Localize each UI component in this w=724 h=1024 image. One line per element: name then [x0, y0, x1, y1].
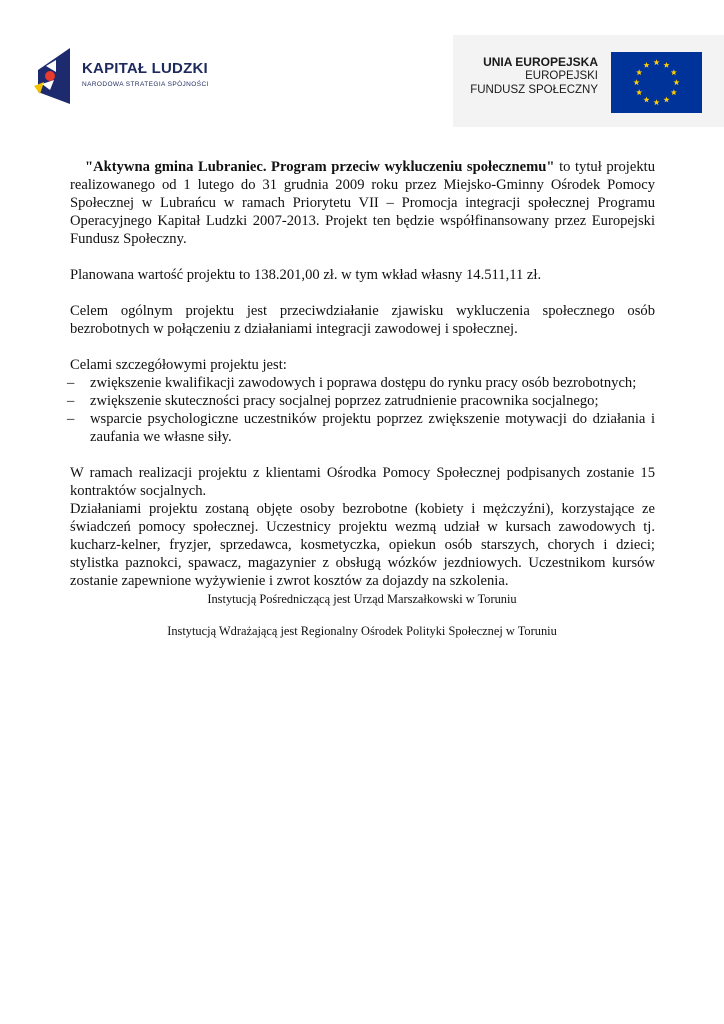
- dash-bullet: –: [67, 375, 75, 391]
- eu-flag-icon: [611, 52, 702, 113]
- eu-logo-line3: FUNDUSZ SPOŁECZNY: [470, 84, 598, 96]
- list-item-text: zwiększenie kwalifikacji zawodowych i poprawa dostępu do rynku pracy osób bezrobotnych;: [90, 375, 637, 391]
- dash-bullet: –: [67, 393, 75, 409]
- intro-text: to tytuł projektu realizowanego od 1 lutego do 31 grudnia 2009 roku przez Miejsko-Gminny Ośrodek Pomocy Społecznej w Lubrańcu w ramach Priorytetu VII – Promocja integracji społecznej Programu Operacyjnego Kapitał Ludzki 2007-2013. Projekt ten będzie współfinansowany przez Europejski Fundusz Społeczny.: [70, 159, 655, 247]
- list-item: [67, 374, 655, 392]
- list-item-text: wsparcie psychologiczne uczestników projektu poprzez zwiększenie motywacji do działania i zaufania we własne siły.: [90, 411, 655, 445]
- contracts-paragraph: W ramach realizacji projektu z klientami Ośrodka Pomocy Społecznej podpisanych zostanie 15 kontraktów socjalnych.: [70, 465, 655, 499]
- intermediate-institution-note: Instytucją Pośredniczącą jest Urząd Marszałkowski w Toruniu: [207, 592, 517, 606]
- implementing-institution-note: Instytucją Wdrażającą jest Regionalny Ośrodek Polityki Społecznej w Toruniu: [167, 624, 557, 638]
- document-body: [67, 158, 655, 590]
- eu-logo-line2: EUROPEJSKI: [525, 70, 598, 82]
- general-goal-paragraph: Celem ogólnym projektu jest przeciwdziałanie zjawisku wykluczenia społecznego osób bezrobotnych w połączeniu z działaniami integracji zawodowej i społecznej.: [70, 303, 655, 337]
- list-item: [67, 410, 655, 446]
- dash-bullet: –: [67, 411, 75, 427]
- kapital-ludzki-subtitle: NARODOWA STRATEGIA SPÓJNOŚCI: [82, 81, 209, 88]
- project-title: "Aktywna gmina Lubraniec. Program przeciw wykluczeniu społecznemu": [85, 159, 555, 175]
- specific-goals-list: [67, 374, 655, 446]
- eu-logo-line1: UNIA EUROPEJSKA: [483, 55, 598, 69]
- kapital-ludzki-emblem-icon: [32, 46, 80, 108]
- specific-goals-heading: Celami szczegółowymi projektu jest:: [70, 357, 287, 373]
- eu-logo: [453, 35, 724, 127]
- kapital-ludzki-logo: [32, 46, 232, 108]
- intro-paragraph: [70, 158, 655, 248]
- project-value-paragraph: Planowana wartość projektu to 138.201,00 zł. w tym wkład własny 14.511,11 zł.: [70, 267, 542, 283]
- participants-paragraph: Działaniami projektu zostaną objęte osoby bezrobotne (kobiety i mężczyźni), korzystające ze świadczeń pomocy społecznej. Uczestnicy projektu wezmą udział w kursach zawodowych tj. kucharz-kelner, fryzjer, sprzedawca, kosmetyczka, opiekun osób starszych, chorych i dzieci; stylistka paznokci, spawacz, magazynier z obsługą wózków jezdniowych. Uczestnikom kursów zostanie zapewnione wyżywienie i zwrot kosztów za dojazdy na szkolenia.: [70, 501, 655, 589]
- kapital-ludzki-title: KAPITAŁ LUDZKI: [82, 60, 208, 77]
- eu-logo-text: [470, 55, 598, 97]
- list-item: [67, 392, 655, 410]
- list-item-text: zwiększenie skuteczności pracy socjalnej poprzez zatrudnienie pracownika socjalnego;: [90, 393, 599, 409]
